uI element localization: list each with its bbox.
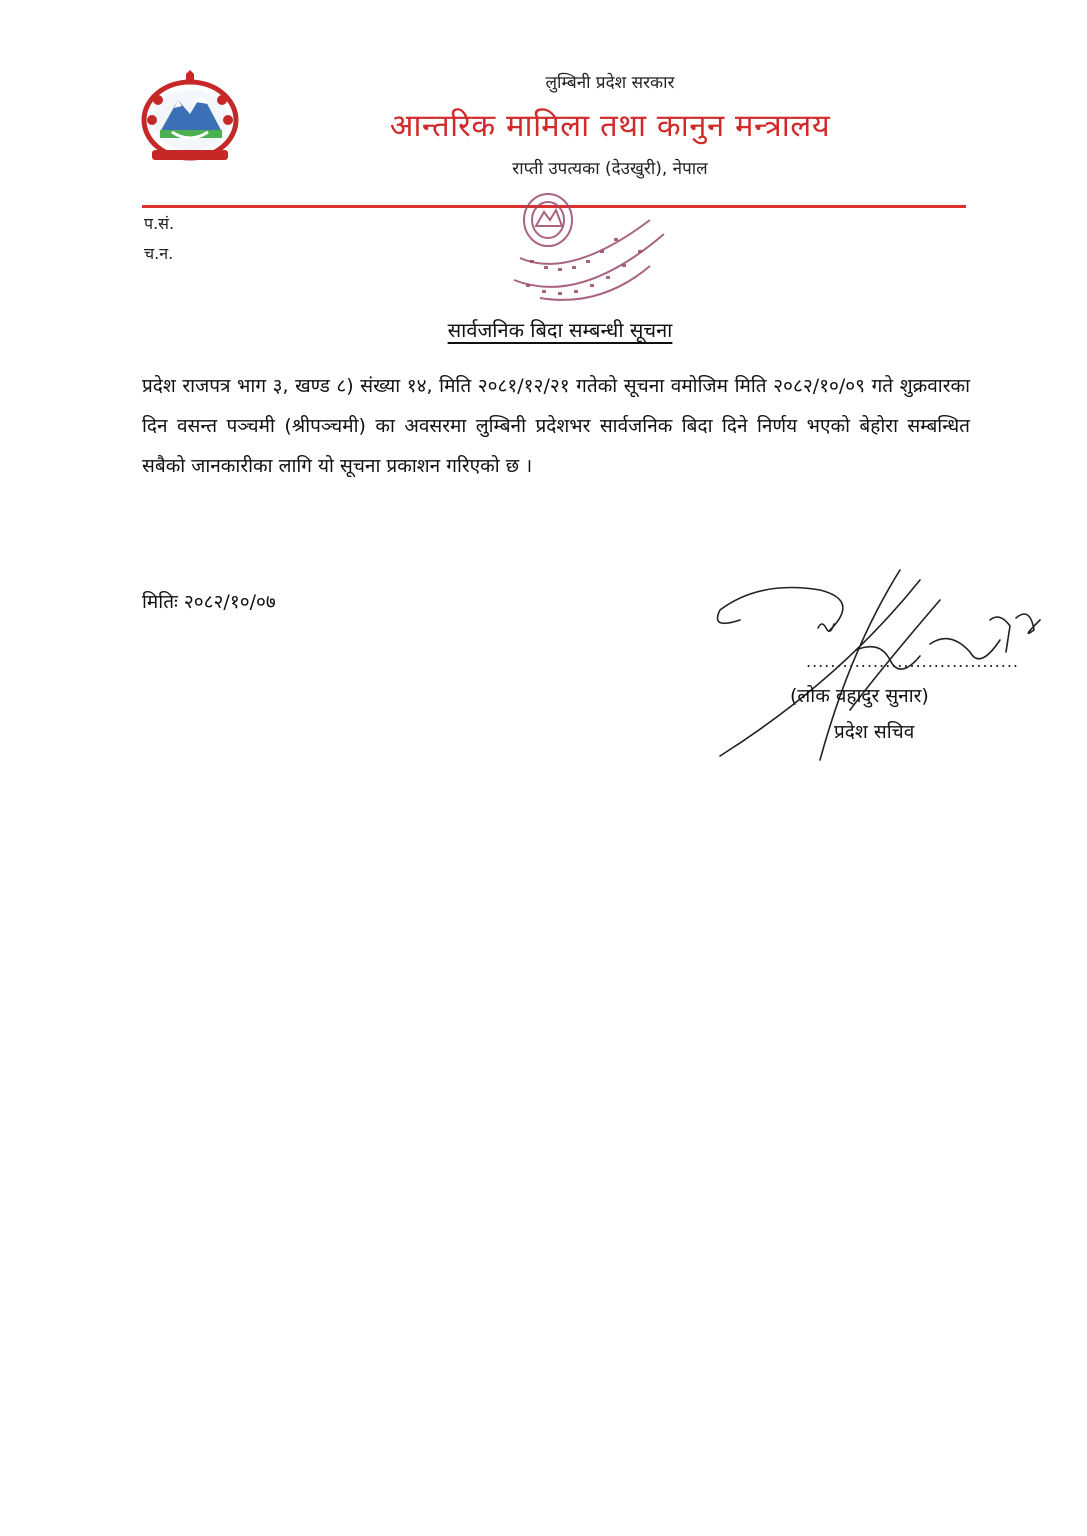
office-stamp — [500, 180, 670, 310]
notice-title: सार्वजनिक बिदा सम्बन्धी सूचना — [447, 318, 673, 342]
dispatch-number-label: च.न. — [144, 244, 174, 263]
signature-line: ................................... — [806, 652, 1020, 671]
signatory-name: (लोक वहादुर सुनार) — [790, 685, 929, 707]
government-name: लुम्बिनी प्रदेश सरकार — [545, 73, 675, 93]
notice-body: प्रदेश राजपत्र भाग ३, खण्ड ८) संख्या १४, मिति २०८१/१२/२१ गतेको सूचना वमोजिम मिति २०८२/१०/०९ गते शुक्रवारका दिन वसन्त पञ्चमी (श्रीपञ्चमी) का अवसरमा लुम्बिनी प्रदेशभर सार्वजनिक बिदा दिने निर्णय भएको बेहोरा सम्बन्धित सबैको जानकारीका लागि यो सूचना प्रकाशन गरिएको छ । — [142, 375, 970, 477]
issue-date: मितिः २०८२/१०/०७ — [142, 591, 276, 613]
reference-number-label: प.सं. — [144, 214, 175, 233]
ministry-title: आन्तरिक मामिला तथा कानुन मन्त्रालय — [389, 108, 831, 144]
signatory-designation: प्रदेश सचिव — [834, 721, 915, 743]
nepal-emblem-logo — [138, 70, 242, 166]
ministry-address: राप्ती उपत्यका (देउखुरी), नेपाल — [512, 159, 708, 179]
